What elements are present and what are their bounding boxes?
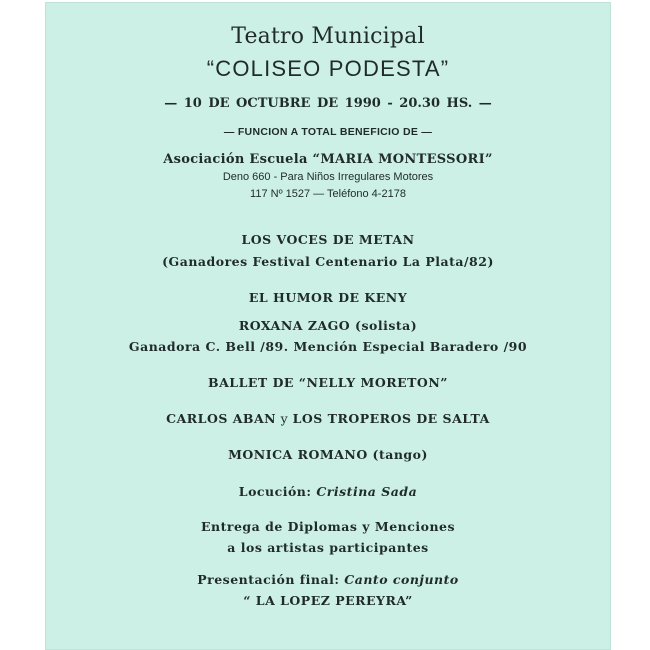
benefit-line: — FUNCION A TOTAL BENEFICIO DE — <box>223 126 433 138</box>
beneficiary-name: Asociación Escuela “MARIA MONTESSORI” <box>163 152 493 167</box>
act-los-troperos-name: LOS TROPEROS DE SALTA <box>292 411 490 426</box>
diplomas-line-2: a los artistas participantes <box>227 540 429 555</box>
final-title: Canto conjunto <box>344 572 459 587</box>
beneficiary-phone: 117 Nº 1527 — Teléfono 4-2178 <box>250 188 406 200</box>
locution-label: Locución: <box>238 484 317 499</box>
act-carlos-aban-name: CARLOS ABAN <box>166 411 277 426</box>
locution-name: Cristina Sada <box>316 484 418 499</box>
theater-name: Teatro Municipal <box>231 24 425 49</box>
diplomas-line-1: Entrega de Diplomas y Menciones <box>200 519 456 534</box>
locution-line <box>45 484 611 499</box>
venue-name: “COLISEO PODESTA” <box>206 56 450 81</box>
final-group: “ LA LOPEZ PEREYRA” <box>243 593 413 608</box>
act-el-humor-de-keny: EL HUMOR DE KENY <box>248 290 408 305</box>
act-roxana-zago-note: Ganadora C. Bell /89. Mención Especial Baradero /90 <box>128 339 528 354</box>
final-presentation <box>45 572 611 587</box>
final-label: Presentación final: <box>197 572 345 587</box>
beneficiary-address: Deno 660 - Para Niños Irregulares Motores <box>222 171 434 183</box>
act-carlos-aban-joiner: y <box>276 411 293 426</box>
act-los-voces-de-metan: LOS VOCES DE METAN <box>241 232 415 247</box>
act-monica-romano: MONICA ROMANO (tango) <box>228 447 428 462</box>
act-carlos-aban <box>45 411 611 426</box>
event-date: — 10 DE OCTUBRE DE 1990 - 20.30 HS. — <box>164 96 492 111</box>
act-roxana-zago: ROXANA ZAGO (solista) <box>238 318 418 333</box>
program-flyer <box>45 2 611 650</box>
act-los-voces-note: (Ganadores Festival Centenario La Plata/82) <box>162 254 494 269</box>
act-ballet-nelly-moreton: BALLET DE “NELLY MORETON” <box>208 375 448 390</box>
